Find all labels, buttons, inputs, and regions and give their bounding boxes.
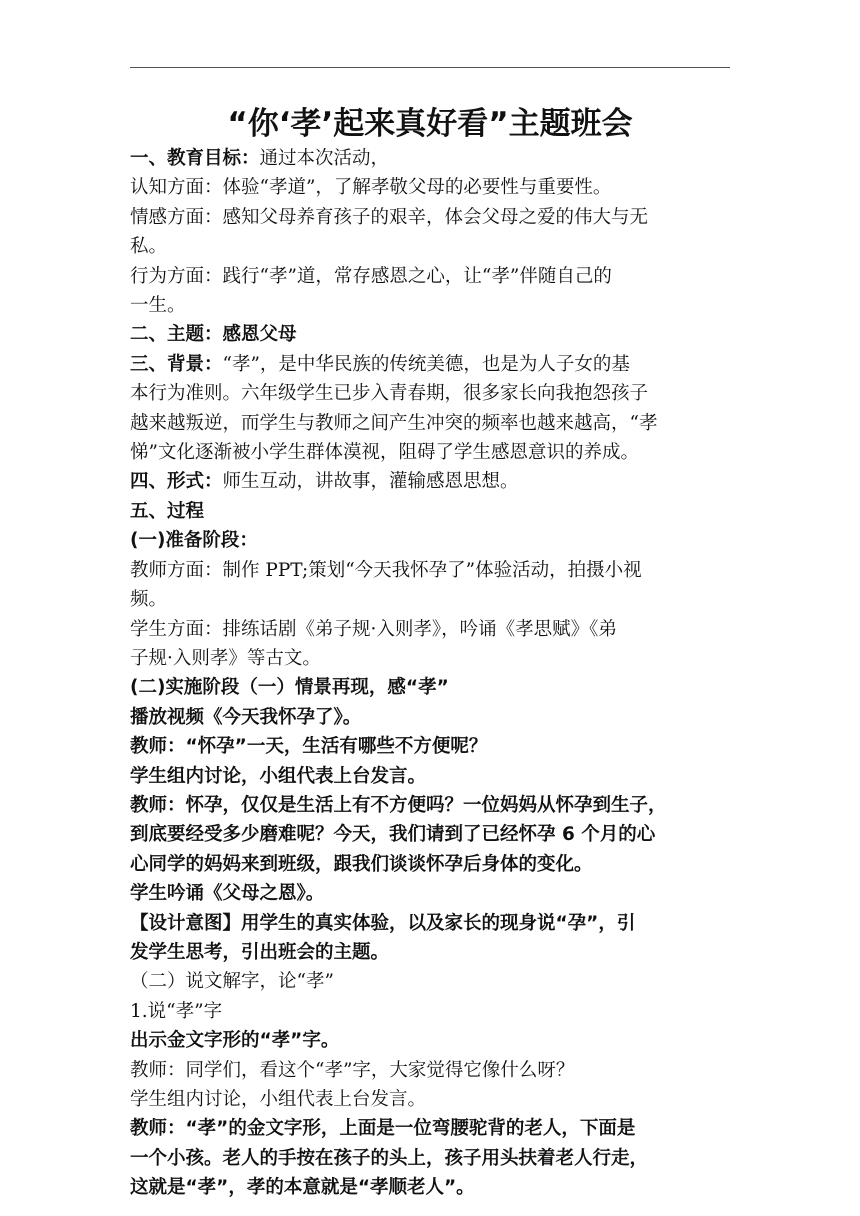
document-line xyxy=(130,615,730,644)
body-text: 行为方面：践行“孝”道，常存感恩之心，让“孝”伴随自己的 xyxy=(130,265,612,287)
body-text: 频。 xyxy=(130,589,168,611)
document-line xyxy=(130,526,730,555)
document-line xyxy=(130,644,730,673)
document-line xyxy=(130,556,730,585)
document-line xyxy=(130,673,730,702)
heading-text: 四、形式： xyxy=(130,471,223,493)
body-text: 学生方面：排练话剧《弟子规·入则孝》，吟诵《孝思赋》《弟 xyxy=(130,618,617,640)
heading-text: 二、主题：感恩父母 xyxy=(130,324,297,346)
heading-text: 播放视频《今天我怀孕了》。 xyxy=(130,706,362,728)
document-line xyxy=(130,144,730,173)
body-text: 师生互动，讲故事，灌输感恩思想。 xyxy=(222,471,519,493)
heading-text: 教师：怀孕，仅仅是生活上有不方便吗？一位妈妈从怀孕到生子， xyxy=(130,794,667,816)
heading-text: 教师：“怀孕”一天，生活有哪些不方便呢？ xyxy=(130,736,488,758)
document-line xyxy=(130,967,730,996)
document-line xyxy=(130,879,730,908)
heading-text: 五、过程 xyxy=(130,500,205,522)
document-line xyxy=(130,262,730,291)
body-text: 一生。 xyxy=(130,295,186,317)
document-line xyxy=(130,1026,730,1055)
body-text: 情感方面：感知父母养育孩子的艰辛，体会父母之爱的伟大与无 xyxy=(130,206,649,228)
document-line xyxy=(130,467,730,496)
heading-text: 到底要经受多少磨难呢？今天，我们请到了已经怀孕 6 个月的心 xyxy=(130,824,656,846)
document-line xyxy=(130,938,730,967)
body-text: 1.说“孝”字 xyxy=(130,1000,223,1022)
heading-text: (二)实施阶段（一）情景再现，感“孝” xyxy=(130,677,449,699)
heading-text: (一)准备阶段： xyxy=(130,530,258,552)
document-line xyxy=(130,850,730,879)
body-text: 认知方面：体验“孝道”，了解孝敬父母的必要性与重要性。 xyxy=(130,177,612,199)
document-line xyxy=(130,409,730,438)
heading-text: 出示金文字形的“孝”字。 xyxy=(130,1030,340,1052)
document-line xyxy=(130,497,730,526)
document-line xyxy=(130,732,730,761)
heading-text: 这就是“孝”，孝的本意就是“孝顺老人”。 xyxy=(130,1177,475,1199)
document-line xyxy=(130,438,730,467)
header-rule xyxy=(130,67,730,68)
document-line xyxy=(130,909,730,938)
document-line xyxy=(130,820,730,849)
document-line xyxy=(130,762,730,791)
document-line xyxy=(130,350,730,379)
heading-text: 教师：“孝”的金文字形，上面是一位弯腰驼背的老人，下面是 xyxy=(130,1118,636,1140)
document-line xyxy=(130,1114,730,1143)
heading-text: 学生吟诵《父母之恩》。 xyxy=(130,883,325,905)
document-line xyxy=(130,232,730,261)
body-text: 私。 xyxy=(130,236,168,258)
body-text: （二）说文解字，论“孝” xyxy=(130,971,334,993)
document-line xyxy=(130,997,730,1026)
body-text: 越来越叛逆，而学生与教师之间产生冲突的频率也越来越高，“孝 xyxy=(130,412,658,434)
document-body xyxy=(130,144,730,1203)
body-text: 通过本次活动， xyxy=(259,148,390,169)
body-text: 教师方面：制作 PPT;策划“今天我怀孕了”体验活动，拍摄小视 xyxy=(130,559,642,581)
body-text: 教师：同学们，看这个“孝”字，大家觉得它像什么呀？ xyxy=(130,1059,575,1081)
page-title: “你‘孝’起来真好看”主题班会 xyxy=(227,106,633,142)
body-text: 本行为准则。六年级学生已步入青春期，很多家长向我抱怨孩子 xyxy=(130,383,649,405)
body-text: “孝”，是中华民族的传统美德，也是为人子女的基 xyxy=(222,353,630,375)
document-line xyxy=(130,320,730,349)
document-line xyxy=(130,1085,730,1114)
heading-text: 三、背景： xyxy=(130,353,223,375)
heading-text: 发学生思考，引出班会的主题。 xyxy=(130,941,390,963)
body-text: 学生组内讨论，小组代表上台发言。 xyxy=(130,1089,427,1110)
heading-text: 一个小孩。老人的手按在孩子的头上，孩子用头扶着老人行走， xyxy=(130,1147,649,1169)
document-line xyxy=(130,1144,730,1173)
document-line xyxy=(130,291,730,320)
document-line xyxy=(130,379,730,408)
document-line xyxy=(130,703,730,732)
body-text: 悌”文化逐渐被小学生群体漠视，阻碍了学生感恩意识的养成。 xyxy=(130,442,639,464)
body-text: 子规·入则孝》等古文。 xyxy=(130,647,321,669)
heading-text: 一、教育目标： xyxy=(130,148,260,169)
document-line xyxy=(130,791,730,820)
document-line xyxy=(130,203,730,232)
document-line xyxy=(130,1056,730,1085)
document-line xyxy=(130,173,730,202)
heading-text: 心同学的妈妈来到班级，跟我们谈谈怀孕后身体的变化。 xyxy=(130,853,593,875)
document-line xyxy=(130,585,730,614)
heading-text: 学生组内讨论，小组代表上台发言。 xyxy=(130,765,427,787)
heading-text: 【设计意图】用学生的真实体验，以及家长的现身说“孕”，引 xyxy=(130,912,636,934)
document-line xyxy=(130,1173,730,1202)
